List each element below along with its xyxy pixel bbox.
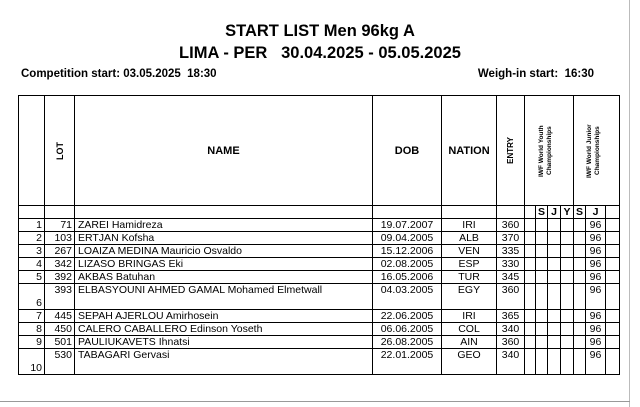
row-youth-y <box>561 323 574 336</box>
row-entry: 335 <box>497 245 525 258</box>
row-nation: ESP <box>442 258 497 271</box>
row-youth-s <box>536 336 548 349</box>
row-youth-empty <box>525 349 536 375</box>
row-youth-j <box>548 323 561 336</box>
row-number: 4 <box>19 258 45 271</box>
row-youth-j <box>548 310 561 323</box>
row-nation: ALB <box>442 232 497 245</box>
row-youth-y <box>561 219 574 232</box>
row-youth-j <box>548 336 561 349</box>
youth-j-header: J <box>548 206 561 219</box>
table-row <box>19 219 620 232</box>
youth-y-header: Y <box>561 206 574 219</box>
table-row <box>19 336 620 349</box>
event-location-dates <box>0 44 640 63</box>
table-row <box>19 271 620 284</box>
table-row <box>19 258 620 271</box>
row-youth-y <box>561 232 574 245</box>
row-junior-empty <box>606 323 620 336</box>
table-row <box>19 284 620 310</box>
row-name: TABAGARI Gervasi <box>75 349 373 375</box>
row-youth-y <box>561 310 574 323</box>
row-entry: 340 <box>497 349 525 375</box>
row-youth-y <box>561 284 574 310</box>
row-junior-j: 96 <box>586 258 606 271</box>
row-name: LIZASO BRINGAS Eki <box>75 258 373 271</box>
row-junior-j: 96 <box>586 310 606 323</box>
row-junior-empty <box>606 310 620 323</box>
row-lot: 393 <box>45 284 75 310</box>
row-youth-empty <box>525 310 536 323</box>
row-lot: 103 <box>45 232 75 245</box>
row-number: 6 <box>19 284 45 310</box>
row-youth-empty <box>525 284 536 310</box>
row-name: CALERO CABALLERO Edinson Yoseth <box>75 323 373 336</box>
row-dob: 02.08.2005 <box>373 258 442 271</box>
row-youth-empty <box>525 258 536 271</box>
row-junior-j: 96 <box>586 323 606 336</box>
row-name: AKBAS Batuhan <box>75 271 373 284</box>
row-entry: 360 <box>497 336 525 349</box>
row-nation: GEO <box>442 349 497 375</box>
table-row <box>19 310 620 323</box>
row-number: 1 <box>19 219 45 232</box>
row-number: 2 <box>19 232 45 245</box>
table-row <box>19 349 620 375</box>
row-number: 3 <box>19 245 45 258</box>
row-junior-s <box>574 310 586 323</box>
row-youth-y <box>561 349 574 375</box>
row-junior-s <box>574 271 586 284</box>
row-junior-s <box>574 336 586 349</box>
row-youth-s <box>536 245 548 258</box>
row-youth-empty <box>525 336 536 349</box>
row-youth-s <box>536 232 548 245</box>
row-youth-empty <box>525 219 536 232</box>
row-junior-empty <box>606 232 620 245</box>
row-youth-j <box>548 271 561 284</box>
row-lot: 342 <box>45 258 75 271</box>
row-entry: 370 <box>497 232 525 245</box>
row-lot: 71 <box>45 219 75 232</box>
row-youth-j <box>548 349 561 375</box>
weighin-start: Weigh-in start: 16:30 <box>477 68 594 80</box>
row-junior-s <box>574 349 586 375</box>
row-dob: 19.07.2007 <box>373 219 442 232</box>
row-junior-j: 96 <box>586 349 606 375</box>
row-youth-s <box>536 219 548 232</box>
row-lot: 445 <box>45 310 75 323</box>
row-youth-empty <box>525 245 536 258</box>
row-dob: 04.03.2005 <box>373 284 442 310</box>
row-number: 5 <box>19 271 45 284</box>
row-youth-j <box>548 232 561 245</box>
row-lot: 267 <box>45 245 75 258</box>
row-lot: 501 <box>45 336 75 349</box>
table-header-row <box>19 96 620 206</box>
row-nation: TUR <box>442 271 497 284</box>
row-name: SEPAH AJERLOU Amirhosein <box>75 310 373 323</box>
row-dob: 15.12.2006 <box>373 245 442 258</box>
row-dob: 22.01.2005 <box>373 349 442 375</box>
junior-s-header: S <box>574 206 586 219</box>
row-name: ZAREI Hamidreza <box>75 219 373 232</box>
row-number: 9 <box>19 336 45 349</box>
row-junior-j: 96 <box>586 232 606 245</box>
row-junior-empty <box>606 271 620 284</box>
row-entry: 365 <box>497 310 525 323</box>
row-junior-j: 96 <box>586 245 606 258</box>
event-location: LIMA - PER <box>179 44 268 62</box>
competition-start: Competition start: 03.05.2025 18:30 <box>21 68 217 80</box>
row-dob: 09.04.2005 <box>373 232 442 245</box>
row-name: ERTJAN Kofsha <box>75 232 373 245</box>
row-entry: 360 <box>497 284 525 310</box>
row-nation: VEN <box>442 245 497 258</box>
row-lot: 450 <box>45 323 75 336</box>
row-dob: 26.08.2005 <box>373 336 442 349</box>
row-youth-s <box>536 258 548 271</box>
row-dob: 16.05.2006 <box>373 271 442 284</box>
table-subheader-row <box>19 206 620 219</box>
row-youth-s <box>536 284 548 310</box>
header-dob: DOB <box>373 96 442 206</box>
row-junior-empty <box>606 219 620 232</box>
row-number: 7 <box>19 310 45 323</box>
header-youth-championships: IWF World Youth Championships <box>525 96 574 206</box>
row-junior-empty <box>606 258 620 271</box>
row-junior-s <box>574 323 586 336</box>
row-nation: AIN <box>442 336 497 349</box>
row-dob: 06.06.2005 <box>373 323 442 336</box>
row-dob: 22.06.2005 <box>373 310 442 323</box>
row-junior-s <box>574 258 586 271</box>
start-list-table <box>18 95 620 375</box>
row-youth-s <box>536 349 548 375</box>
row-number: 8 <box>19 323 45 336</box>
header-lot: LOT <box>45 96 75 206</box>
row-junior-empty <box>606 245 620 258</box>
row-youth-empty <box>525 232 536 245</box>
row-junior-s <box>574 284 586 310</box>
row-entry: 330 <box>497 258 525 271</box>
row-name: PAULIUKAVETS Ihnatsi <box>75 336 373 349</box>
row-name: ELBASYOUNI AHMED GAMAL Mohamed Elmetwall <box>75 284 373 310</box>
row-youth-s <box>536 271 548 284</box>
page-edge-right <box>629 0 630 407</box>
row-youth-empty <box>525 271 536 284</box>
row-junior-s <box>574 245 586 258</box>
row-youth-empty <box>525 323 536 336</box>
row-junior-j: 96 <box>586 219 606 232</box>
row-junior-empty <box>606 284 620 310</box>
row-youth-s <box>536 323 548 336</box>
header-junior-championships: IWF World Junior Championships <box>574 96 620 206</box>
junior-j-header: J <box>586 206 606 219</box>
table-row <box>19 232 620 245</box>
row-nation: IRI <box>442 310 497 323</box>
row-youth-y <box>561 271 574 284</box>
row-junior-j: 96 <box>586 336 606 349</box>
table-row <box>19 245 620 258</box>
row-junior-empty <box>606 336 620 349</box>
row-youth-j <box>548 284 561 310</box>
row-youth-j <box>548 258 561 271</box>
row-number: 10 <box>19 349 45 375</box>
row-name: LOAIZA MEDINA Mauricio Osvaldo <box>75 245 373 258</box>
row-junior-j: 96 <box>586 284 606 310</box>
row-youth-j <box>548 245 561 258</box>
row-junior-empty <box>606 349 620 375</box>
row-youth-y <box>561 336 574 349</box>
row-entry: 360 <box>497 219 525 232</box>
header-number <box>19 96 45 206</box>
row-entry: 340 <box>497 323 525 336</box>
row-lot: 392 <box>45 271 75 284</box>
row-junior-s <box>574 219 586 232</box>
youth-s-header: S <box>536 206 548 219</box>
row-youth-y <box>561 245 574 258</box>
page-edge-bottom <box>0 401 630 402</box>
row-youth-j <box>548 219 561 232</box>
row-junior-s <box>574 232 586 245</box>
header-name: NAME <box>75 96 373 206</box>
document-title: START LIST Men 96kg A <box>225 22 415 40</box>
row-junior-j: 96 <box>586 271 606 284</box>
table-row <box>19 323 620 336</box>
row-nation: IRI <box>442 219 497 232</box>
event-dates: 30.04.2025 - 05.05.2025 <box>281 44 461 62</box>
row-nation: COL <box>442 323 497 336</box>
row-lot: 530 <box>45 349 75 375</box>
row-nation: EGY <box>442 284 497 310</box>
header-nation: NATION <box>442 96 497 206</box>
row-youth-s <box>536 310 548 323</box>
header-entry: ENTRY <box>497 96 525 206</box>
row-entry: 345 <box>497 271 525 284</box>
row-youth-y <box>561 258 574 271</box>
